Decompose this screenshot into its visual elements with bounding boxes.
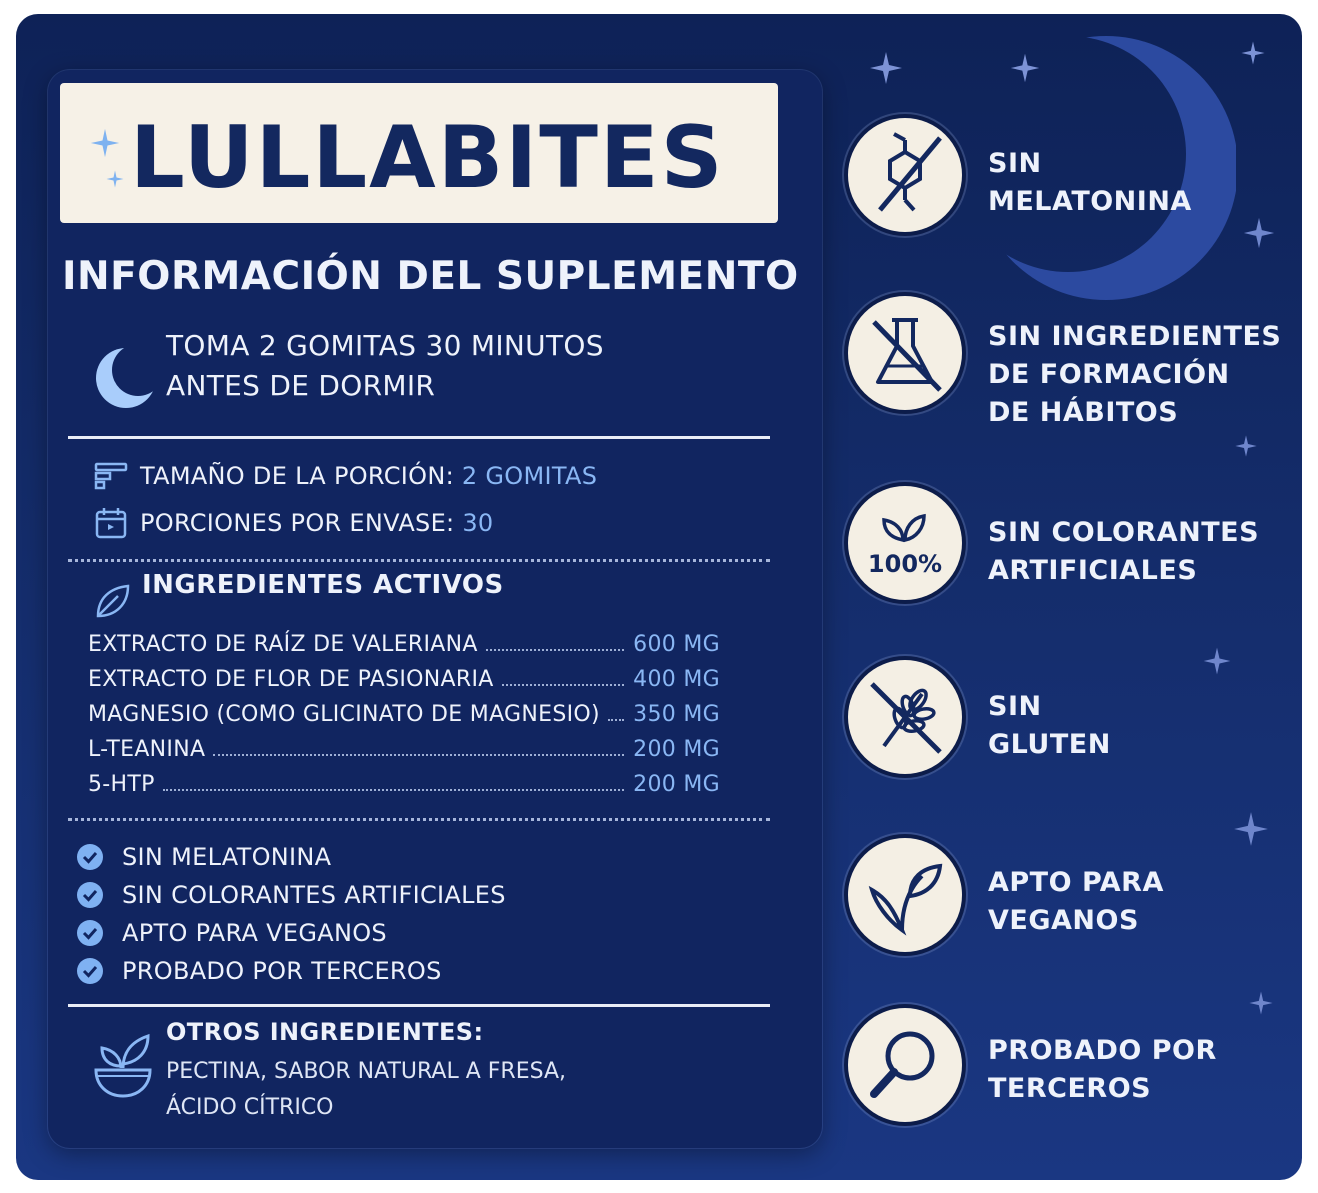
magnifier-icon	[848, 1008, 962, 1122]
dotted-divider	[68, 818, 770, 821]
check-label: SIN MELATONINA	[122, 843, 332, 871]
other-ingredients-title: OTROS INGREDIENTES:	[166, 1018, 484, 1046]
sparkle-icon	[106, 170, 124, 188]
ingredient-row	[88, 667, 720, 697]
check-item	[76, 954, 442, 988]
usage-line-2: ANTES DE DORMIR	[166, 369, 436, 402]
leader-dots	[163, 774, 624, 791]
star-icon	[1009, 52, 1041, 84]
ingredient-amount: 200 MG	[633, 772, 720, 797]
ingredient-name: L-TEANINA	[88, 737, 206, 762]
badge-line: SIN	[988, 148, 1042, 179]
check-item	[76, 878, 506, 912]
ingredient-row	[88, 737, 720, 767]
servings-per-container	[140, 509, 494, 537]
ingredient-row	[88, 772, 720, 802]
calendar-icon	[94, 506, 128, 540]
crescent-moon-icon	[92, 342, 158, 414]
ingredient-row	[88, 632, 720, 662]
usage-line-1: TOMA 2 GOMITAS 30 MINUTOS	[166, 329, 604, 362]
badge-line: PROBADO POR	[988, 1035, 1217, 1066]
star-icon	[1242, 216, 1276, 250]
check-item	[76, 916, 387, 950]
servings-label: PORCIONES POR ENVASE:	[140, 509, 455, 537]
serving-size-value: 2 GOMITAS	[461, 462, 598, 490]
badge-line: DE HÁBITOS	[988, 397, 1179, 428]
checkmark-icon	[76, 919, 104, 947]
checkmark-icon	[76, 843, 104, 871]
usage-instructions	[166, 326, 604, 406]
sparkle-icon	[90, 128, 120, 158]
serving-size-label: TAMAÑO DE LA PORCIÓN:	[140, 462, 454, 490]
other-ingredients-text	[166, 1054, 566, 1126]
panel-heading: INFORMACIÓN DEL SUPLEMENTO	[62, 254, 799, 299]
badge-vegan	[848, 838, 962, 952]
badge-label	[988, 864, 1164, 940]
badge-gluten-free	[848, 660, 962, 774]
checkmark-icon	[76, 957, 104, 985]
badge-line: TERCEROS	[988, 1073, 1152, 1104]
servings-value: 30	[462, 509, 494, 537]
badge-third-party-tested	[848, 1008, 962, 1122]
badge-label	[988, 688, 1111, 764]
brand-name: LULLABITES	[130, 108, 725, 208]
star-icon	[1202, 646, 1232, 676]
no-wheat-icon	[848, 660, 962, 774]
leader-dots	[213, 739, 624, 756]
ingredient-name: EXTRACTO DE FLOR DE PASIONARIA	[88, 667, 494, 692]
leaf-icon	[94, 582, 132, 620]
active-ingredients-heading: INGREDIENTES ACTIVOS	[142, 570, 504, 600]
ingredient-amount: 400 MG	[633, 667, 720, 692]
ingredient-name: EXTRACTO DE RAÍZ DE VALERIANA	[88, 632, 478, 657]
badge-line: GLUTEN	[988, 729, 1111, 760]
badge-label	[988, 318, 1281, 432]
check-label: PROBADO POR TERCEROS	[122, 957, 442, 985]
serving-size	[140, 462, 597, 490]
divider	[68, 1004, 770, 1007]
leader-dots	[502, 669, 624, 686]
ingredient-amount: 200 MG	[633, 737, 720, 762]
check-label: APTO PARA VEGANOS	[122, 919, 387, 947]
scoop-icon	[94, 461, 128, 491]
ingredient-amount: 600 MG	[633, 632, 720, 657]
bowl-with-leaves-icon	[92, 1032, 154, 1102]
badge-line: ARTIFICIALES	[988, 555, 1198, 586]
leader-dots	[486, 634, 624, 651]
badge-label	[988, 1032, 1217, 1108]
badge-line: SIN	[988, 691, 1042, 722]
star-icon	[868, 50, 904, 86]
badge-line: SIN COLORANTES	[988, 517, 1260, 548]
ingredient-row	[88, 702, 720, 732]
check-label: SIN COLORANTES ARTIFICIALES	[122, 881, 506, 909]
badge-label	[988, 514, 1259, 590]
badge-line: SIN INGREDIENTES	[988, 321, 1282, 352]
no-molecule-icon	[848, 118, 962, 232]
star-icon	[1240, 40, 1266, 66]
badge-line: MELATONINA	[988, 186, 1192, 217]
leader-dots	[608, 704, 624, 721]
sprout-icon	[848, 838, 962, 952]
badge-no-artificial-colors	[848, 486, 962, 600]
star-icon	[1234, 434, 1258, 458]
check-item	[76, 840, 331, 874]
other-line-2: ÁCIDO CÍTRICO	[166, 1095, 334, 1120]
divider	[68, 436, 770, 439]
badge-no-habit-forming	[848, 296, 962, 410]
ingredient-name: 5-HTP	[88, 772, 155, 797]
no-flask-icon	[848, 296, 962, 410]
badge-label	[988, 145, 1192, 221]
leaves-100-icon	[848, 486, 962, 600]
checkmark-icon	[76, 881, 104, 909]
badge-line: APTO PARA	[988, 867, 1164, 898]
other-line-1: PECTINA, SABOR NATURAL A FRESA,	[166, 1059, 567, 1084]
star-icon	[1248, 990, 1274, 1016]
ingredient-name: MAGNESIO (COMO GLICINATO DE MAGNESIO)	[88, 702, 600, 727]
star-icon	[1232, 810, 1270, 848]
badge-line: DE FORMACIÓN	[988, 359, 1230, 390]
badge-line: VEGANOS	[988, 905, 1139, 936]
dotted-divider	[68, 559, 770, 562]
ingredient-amount: 350 MG	[633, 702, 720, 727]
percent-label: 100%	[867, 550, 943, 578]
badge-no-melatonin	[848, 118, 962, 232]
